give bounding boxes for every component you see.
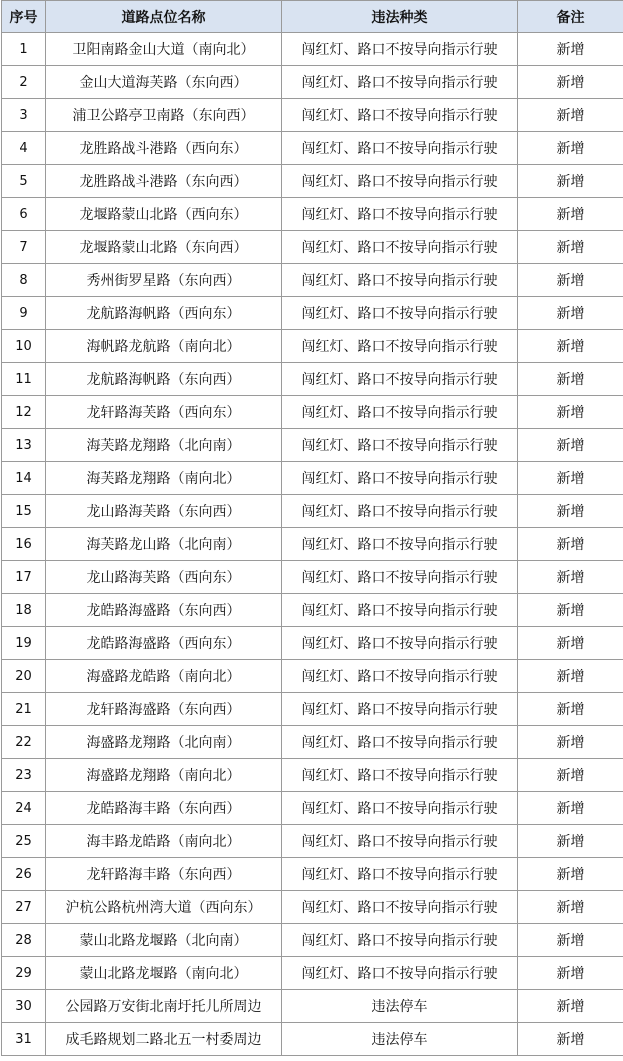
cell-index: 16 [2, 528, 46, 561]
cell-remark: 新增 [518, 528, 623, 561]
table-row [2, 66, 623, 99]
cell-index: 5 [2, 165, 46, 198]
cell-violation-type: 闯红灯、路口不按导向指示行驶 [282, 231, 518, 264]
cell-index: 10 [2, 330, 46, 363]
cell-remark: 新增 [518, 858, 623, 891]
cell-location: 龙航路海帆路（东向西） [46, 363, 282, 396]
cell-violation-type: 闯红灯、路口不按导向指示行驶 [282, 726, 518, 759]
table-row [2, 396, 623, 429]
cell-remark: 新增 [518, 495, 623, 528]
cell-remark: 新增 [518, 693, 623, 726]
table-row [2, 429, 623, 462]
cell-location: 金山大道海芙路（东向西） [46, 66, 282, 99]
cell-index: 27 [2, 891, 46, 924]
cell-index: 8 [2, 264, 46, 297]
cell-violation-type: 闯红灯、路口不按导向指示行驶 [282, 561, 518, 594]
cell-location: 海盛路龙翔路（北向南） [46, 726, 282, 759]
table-row [2, 462, 623, 495]
table-row [2, 594, 623, 627]
cell-location: 龙皓路海丰路（东向西） [46, 792, 282, 825]
cell-remark: 新增 [518, 924, 623, 957]
cell-remark: 新增 [518, 594, 623, 627]
table-row [2, 660, 623, 693]
cell-remark: 新增 [518, 198, 623, 231]
table-row [2, 528, 623, 561]
cell-location: 沪杭公路杭州湾大道（西向东） [46, 891, 282, 924]
cell-location: 龙堰路蒙山北路（西向东） [46, 198, 282, 231]
header-index: 序号 [2, 1, 46, 33]
cell-index: 28 [2, 924, 46, 957]
header-remark: 备注 [518, 1, 623, 33]
cell-index: 26 [2, 858, 46, 891]
table-row [2, 198, 623, 231]
cell-violation-type: 闯红灯、路口不按导向指示行驶 [282, 264, 518, 297]
cell-index: 9 [2, 297, 46, 330]
cell-remark: 新增 [518, 363, 623, 396]
cell-remark: 新增 [518, 726, 623, 759]
table-row [2, 726, 623, 759]
table-row [2, 33, 623, 66]
cell-location: 海芙路龙翔路（北向南） [46, 429, 282, 462]
cell-remark: 新增 [518, 264, 623, 297]
cell-remark: 新增 [518, 132, 623, 165]
cell-location: 海芙路龙翔路（南向北） [46, 462, 282, 495]
table-row [2, 363, 623, 396]
table-row [2, 132, 623, 165]
cell-index: 25 [2, 825, 46, 858]
cell-violation-type: 闯红灯、路口不按导向指示行驶 [282, 396, 518, 429]
table-row [2, 495, 623, 528]
cell-index: 13 [2, 429, 46, 462]
cell-violation-type: 闯红灯、路口不按导向指示行驶 [282, 858, 518, 891]
cell-violation-type: 违法停车 [282, 990, 518, 1023]
cell-remark: 新增 [518, 627, 623, 660]
cell-index: 29 [2, 957, 46, 990]
table-body [2, 33, 623, 1056]
cell-violation-type: 闯红灯、路口不按导向指示行驶 [282, 330, 518, 363]
cell-violation-type: 闯红灯、路口不按导向指示行驶 [282, 297, 518, 330]
cell-remark: 新增 [518, 891, 623, 924]
cell-remark: 新增 [518, 99, 623, 132]
cell-index: 24 [2, 792, 46, 825]
table-row [2, 693, 623, 726]
cell-location: 蒙山北路龙堰路（北向南） [46, 924, 282, 957]
cell-index: 12 [2, 396, 46, 429]
table-row [2, 924, 623, 957]
cell-violation-type: 闯红灯、路口不按导向指示行驶 [282, 462, 518, 495]
cell-remark: 新增 [518, 462, 623, 495]
cell-index: 15 [2, 495, 46, 528]
table-row [2, 264, 623, 297]
cell-violation-type: 闯红灯、路口不按导向指示行驶 [282, 528, 518, 561]
cell-remark: 新增 [518, 297, 623, 330]
cell-violation-type: 闯红灯、路口不按导向指示行驶 [282, 660, 518, 693]
cell-location: 秀州街罗星路（东向西） [46, 264, 282, 297]
cell-remark: 新增 [518, 1023, 623, 1056]
cell-location: 海芙路龙山路（北向南） [46, 528, 282, 561]
cell-remark: 新增 [518, 561, 623, 594]
cell-location: 龙轩路海盛路（东向西） [46, 693, 282, 726]
cell-remark: 新增 [518, 990, 623, 1023]
cell-index: 18 [2, 594, 46, 627]
cell-violation-type: 违法停车 [282, 1023, 518, 1056]
cell-location: 浦卫公路亭卫南路（东向西） [46, 99, 282, 132]
cell-index: 2 [2, 66, 46, 99]
cell-remark: 新增 [518, 231, 623, 264]
cell-index: 30 [2, 990, 46, 1023]
header-violation-type: 违法种类 [282, 1, 518, 33]
cell-location: 龙皓路海盛路（东向西） [46, 594, 282, 627]
table-row [2, 330, 623, 363]
cell-index: 17 [2, 561, 46, 594]
cell-location: 龙皓路海盛路（西向东） [46, 627, 282, 660]
cell-location: 龙轩路海芙路（西向东） [46, 396, 282, 429]
cell-index: 20 [2, 660, 46, 693]
cell-remark: 新增 [518, 396, 623, 429]
cell-violation-type: 闯红灯、路口不按导向指示行驶 [282, 957, 518, 990]
cell-index: 3 [2, 99, 46, 132]
cell-violation-type: 闯红灯、路口不按导向指示行驶 [282, 495, 518, 528]
cell-remark: 新增 [518, 660, 623, 693]
cell-location: 蒙山北路龙堰路（南向北） [46, 957, 282, 990]
cell-location: 海丰路龙皓路（南向北） [46, 825, 282, 858]
cell-violation-type: 闯红灯、路口不按导向指示行驶 [282, 132, 518, 165]
cell-violation-type: 闯红灯、路口不按导向指示行驶 [282, 99, 518, 132]
table-row [2, 990, 623, 1023]
cell-location: 龙堰路蒙山北路（东向西） [46, 231, 282, 264]
cell-violation-type: 闯红灯、路口不按导向指示行驶 [282, 429, 518, 462]
cell-remark: 新增 [518, 33, 623, 66]
cell-remark: 新增 [518, 957, 623, 990]
cell-index: 19 [2, 627, 46, 660]
cell-location: 龙山路海芙路（西向东） [46, 561, 282, 594]
table-row [2, 891, 623, 924]
table-row [2, 1023, 623, 1056]
table-row [2, 561, 623, 594]
cell-remark: 新增 [518, 66, 623, 99]
cell-violation-type: 闯红灯、路口不按导向指示行驶 [282, 924, 518, 957]
cell-location: 海盛路龙皓路（南向北） [46, 660, 282, 693]
table-row [2, 825, 623, 858]
cell-violation-type: 闯红灯、路口不按导向指示行驶 [282, 759, 518, 792]
cell-location: 海盛路龙翔路（南向北） [46, 759, 282, 792]
cell-location: 公园路万安街北南圩托儿所周边 [46, 990, 282, 1023]
cell-location: 龙胜路战斗港路（西向东） [46, 132, 282, 165]
cell-location: 龙航路海帆路（西向东） [46, 297, 282, 330]
table-row [2, 99, 623, 132]
cell-location: 卫阳南路金山大道（南向北） [46, 33, 282, 66]
cell-violation-type: 闯红灯、路口不按导向指示行驶 [282, 891, 518, 924]
table-row [2, 792, 623, 825]
table-row [2, 957, 623, 990]
cell-index: 6 [2, 198, 46, 231]
header-location: 道路点位名称 [46, 1, 282, 33]
cell-index: 11 [2, 363, 46, 396]
cell-violation-type: 闯红灯、路口不按导向指示行驶 [282, 825, 518, 858]
cell-remark: 新增 [518, 165, 623, 198]
cell-violation-type: 闯红灯、路口不按导向指示行驶 [282, 792, 518, 825]
table-row [2, 231, 623, 264]
cell-violation-type: 闯红灯、路口不按导向指示行驶 [282, 363, 518, 396]
cell-location: 成毛路规划二路北五一村委周边 [46, 1023, 282, 1056]
cell-violation-type: 闯红灯、路口不按导向指示行驶 [282, 66, 518, 99]
table-row [2, 165, 623, 198]
cell-violation-type: 闯红灯、路口不按导向指示行驶 [282, 198, 518, 231]
cell-index: 1 [2, 33, 46, 66]
cell-index: 31 [2, 1023, 46, 1056]
cell-index: 7 [2, 231, 46, 264]
cell-index: 14 [2, 462, 46, 495]
cell-violation-type: 闯红灯、路口不按导向指示行驶 [282, 165, 518, 198]
cell-violation-type: 闯红灯、路口不按导向指示行驶 [282, 33, 518, 66]
cell-remark: 新增 [518, 792, 623, 825]
cell-remark: 新增 [518, 825, 623, 858]
cell-index: 4 [2, 132, 46, 165]
header-row [2, 1, 623, 33]
table-row [2, 759, 623, 792]
violation-points-table [1, 0, 623, 1056]
cell-remark: 新增 [518, 759, 623, 792]
cell-violation-type: 闯红灯、路口不按导向指示行驶 [282, 594, 518, 627]
cell-remark: 新增 [518, 330, 623, 363]
cell-location: 海帆路龙航路（南向北） [46, 330, 282, 363]
cell-location: 龙轩路海丰路（东向西） [46, 858, 282, 891]
cell-violation-type: 闯红灯、路口不按导向指示行驶 [282, 693, 518, 726]
cell-remark: 新增 [518, 429, 623, 462]
table-row [2, 627, 623, 660]
cell-index: 21 [2, 693, 46, 726]
cell-violation-type: 闯红灯、路口不按导向指示行驶 [282, 627, 518, 660]
cell-location: 龙山路海芙路（东向西） [46, 495, 282, 528]
cell-index: 23 [2, 759, 46, 792]
cell-index: 22 [2, 726, 46, 759]
table-row [2, 297, 623, 330]
table-row [2, 858, 623, 891]
cell-location: 龙胜路战斗港路（东向西） [46, 165, 282, 198]
